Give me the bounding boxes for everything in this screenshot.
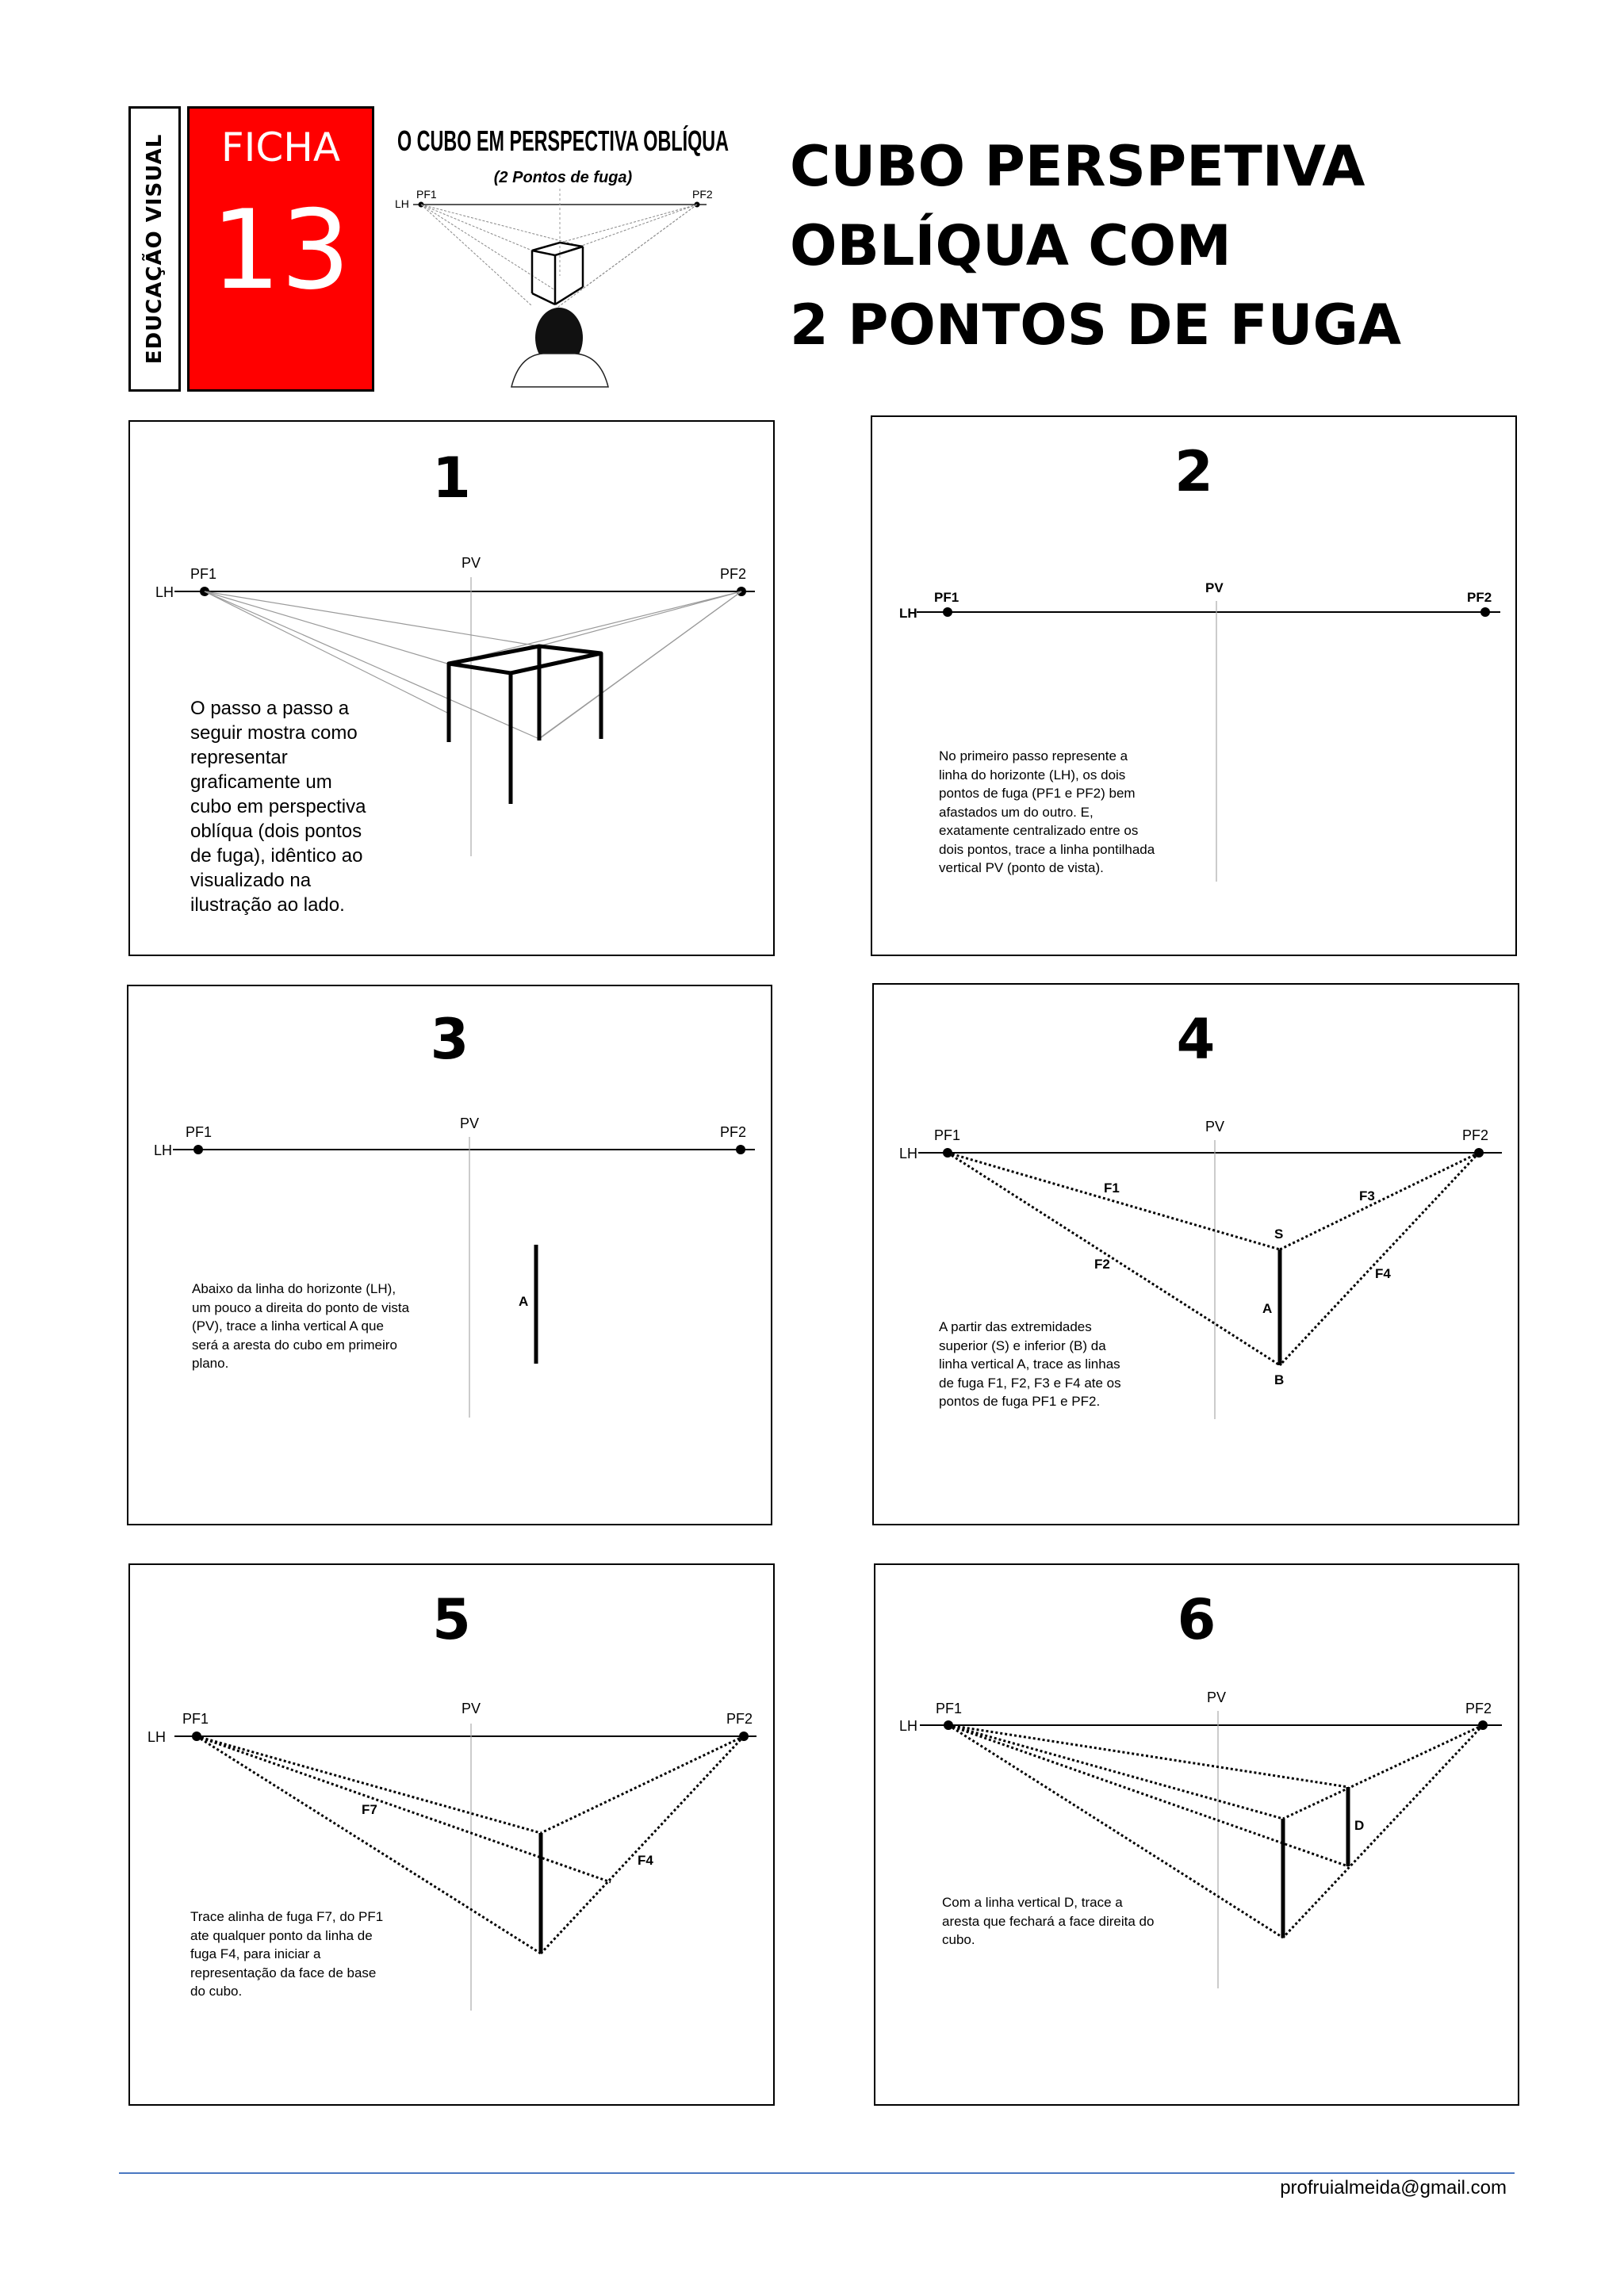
label-pf1: PF1 xyxy=(186,1124,213,1140)
cube-logo xyxy=(393,117,733,387)
label-pf2: PF2 xyxy=(1467,590,1492,605)
step-diagram xyxy=(874,985,1521,1527)
ficha-label: FICHA xyxy=(220,124,341,170)
desc-line: superior (S) e inferior (B) da xyxy=(939,1337,1106,1353)
label-f3: F3 xyxy=(1359,1188,1375,1203)
step-number: 1 xyxy=(432,446,471,511)
desc-line: plano. xyxy=(192,1356,229,1371)
step-panel-6 xyxy=(874,1563,1519,2106)
desc-line: do cubo. xyxy=(190,1984,243,1999)
label-pf1: PF1 xyxy=(190,566,217,582)
desc-line: linha vertical A, trace as linhas xyxy=(939,1357,1120,1372)
step-panel-3 xyxy=(127,985,772,1525)
label-pf1: PF1 xyxy=(934,1127,961,1143)
desc-line: de fuga F1, F2, F3 e F4 ate os xyxy=(939,1375,1121,1391)
step-number: 2 xyxy=(1174,439,1213,504)
label-lh: LH xyxy=(147,1729,167,1745)
step-panel-5 xyxy=(128,1563,775,2106)
desc-line: afastados um do outro. E, xyxy=(939,804,1094,820)
label-b: B xyxy=(1274,1372,1285,1387)
desc-line: Abaixo da linha do horizonte (LH), xyxy=(192,1281,396,1296)
label-lh: LH xyxy=(155,584,174,600)
step-panel-4 xyxy=(872,983,1519,1525)
step-number: 6 xyxy=(1177,1587,1216,1652)
desc-line: aresta que fechará a face direita do xyxy=(942,1913,1155,1929)
subject-box xyxy=(128,106,181,392)
desc-line: visualizado na xyxy=(190,870,312,891)
label-lh: LH xyxy=(899,1718,918,1734)
page-title xyxy=(790,127,1583,365)
desc-line: de fuga), idêntico ao xyxy=(190,845,363,867)
desc-line: pontos de fuga PF1 e PF2. xyxy=(939,1394,1101,1409)
step-diagram xyxy=(875,1565,1521,2107)
ficha-number: 13 xyxy=(211,186,350,314)
desc-line: O passo a passo a xyxy=(190,698,350,719)
label-pf2: PF2 xyxy=(1465,1701,1492,1716)
label-pv: PV xyxy=(1205,580,1224,595)
subject-label: EDUCAÇÃO VISUAL xyxy=(143,133,167,365)
desc-line: vertical PV (ponto de vista). xyxy=(939,860,1104,875)
desc-line: pontos de fuga (PF1 e PF2) bem xyxy=(939,786,1136,801)
desc-line: será a aresta do cubo em primeiro xyxy=(192,1337,397,1353)
desc-line: representar xyxy=(190,747,288,768)
label-lh: LH xyxy=(154,1142,173,1158)
step-diagram xyxy=(128,986,774,1527)
title-line-1: CUBO PERSPETIVA xyxy=(790,134,1365,199)
label-f4: F4 xyxy=(638,1853,653,1868)
label-f7: F7 xyxy=(362,1802,377,1817)
label-pv: PV xyxy=(460,1115,480,1131)
desc-line: ilustração ao lado. xyxy=(190,894,345,916)
desc-line: um pouco a direita do ponto de vista xyxy=(192,1299,410,1315)
step-description xyxy=(190,696,366,917)
label-f4: F4 xyxy=(1375,1266,1391,1281)
logo-subtitle: (2 Pontos de fuga) xyxy=(493,169,633,186)
desc-line: exatamente centralizado entre os xyxy=(939,823,1139,838)
step-number: 3 xyxy=(430,1007,469,1072)
label-pf1: PF1 xyxy=(936,1701,963,1716)
desc-line: Com a linha vertical D, trace a xyxy=(942,1895,1123,1910)
desc-line: graficamente um xyxy=(190,771,332,793)
step-number: 4 xyxy=(1176,1007,1216,1072)
label-pf1: PF1 xyxy=(934,590,959,605)
label-pv: PV xyxy=(1205,1119,1225,1135)
title-line-3: 2 PONTOS DE FUGA xyxy=(790,293,1402,358)
step-description xyxy=(939,747,1155,878)
desc-line: cubo. xyxy=(942,1932,975,1947)
label-pv: PV xyxy=(1207,1689,1227,1705)
desc-line: No primeiro passo represente a xyxy=(939,748,1128,763)
label-lh: LH xyxy=(899,606,917,621)
desc-line: Trace alinha de fuga F7, do PF1 xyxy=(190,1909,384,1924)
ficha-badge xyxy=(187,106,374,392)
title-line-2: OBLÍQUA COM xyxy=(790,213,1231,278)
label-lh: LH xyxy=(899,1146,918,1161)
label-pv: PV xyxy=(462,555,481,571)
label-a: A xyxy=(1262,1301,1273,1316)
logo-pf1: PF1 xyxy=(416,188,437,201)
label-pv: PV xyxy=(462,1701,481,1716)
step-description xyxy=(192,1280,409,1373)
label-d: D xyxy=(1354,1818,1365,1833)
step-panel-1 xyxy=(128,420,775,956)
label-pf2: PF2 xyxy=(720,1124,747,1140)
logo-title: O CUBO EM PERSPECTIVA OBLÍQUA xyxy=(397,124,729,157)
step-panel-2 xyxy=(871,415,1517,956)
label-s: S xyxy=(1274,1226,1284,1242)
desc-line: cubo em perspectiva xyxy=(190,796,366,817)
label-pf2: PF2 xyxy=(726,1711,753,1727)
desc-line: oblíqua (dois pontos xyxy=(190,821,362,842)
label-pf2: PF2 xyxy=(1462,1127,1489,1143)
logo-pf2: PF2 xyxy=(692,188,713,201)
footer-divider xyxy=(119,2172,1515,2174)
desc-line: ate qualquer ponto da linha de xyxy=(190,1927,373,1943)
step-description xyxy=(939,1318,1121,1411)
desc-line: representação da face de base xyxy=(190,1965,377,1980)
desc-line: fuga F4, para iniciar a xyxy=(190,1946,321,1961)
logo-lh: LH xyxy=(395,197,409,210)
desc-line: dois pontos, trace a linha pontilhada xyxy=(939,841,1155,857)
step-description xyxy=(190,1908,383,2001)
label-pf2: PF2 xyxy=(720,566,747,582)
label-pf1: PF1 xyxy=(182,1711,209,1727)
footer-email[interactable]: profruialmeida@gmail.com xyxy=(1280,2177,1507,2198)
desc-line: seguir mostra como xyxy=(190,722,358,744)
label-f2: F2 xyxy=(1094,1257,1110,1272)
label-f1: F1 xyxy=(1104,1181,1120,1196)
step-description xyxy=(942,1893,1154,1950)
desc-line: (PV), trace a linha vertical A que xyxy=(192,1318,384,1334)
desc-line: linha do horizonte (LH), os dois xyxy=(939,767,1126,783)
label-a: A xyxy=(519,1294,529,1309)
step-number: 5 xyxy=(432,1587,471,1652)
desc-line: A partir das extremidades xyxy=(939,1319,1092,1334)
step-diagram xyxy=(130,1565,776,2107)
